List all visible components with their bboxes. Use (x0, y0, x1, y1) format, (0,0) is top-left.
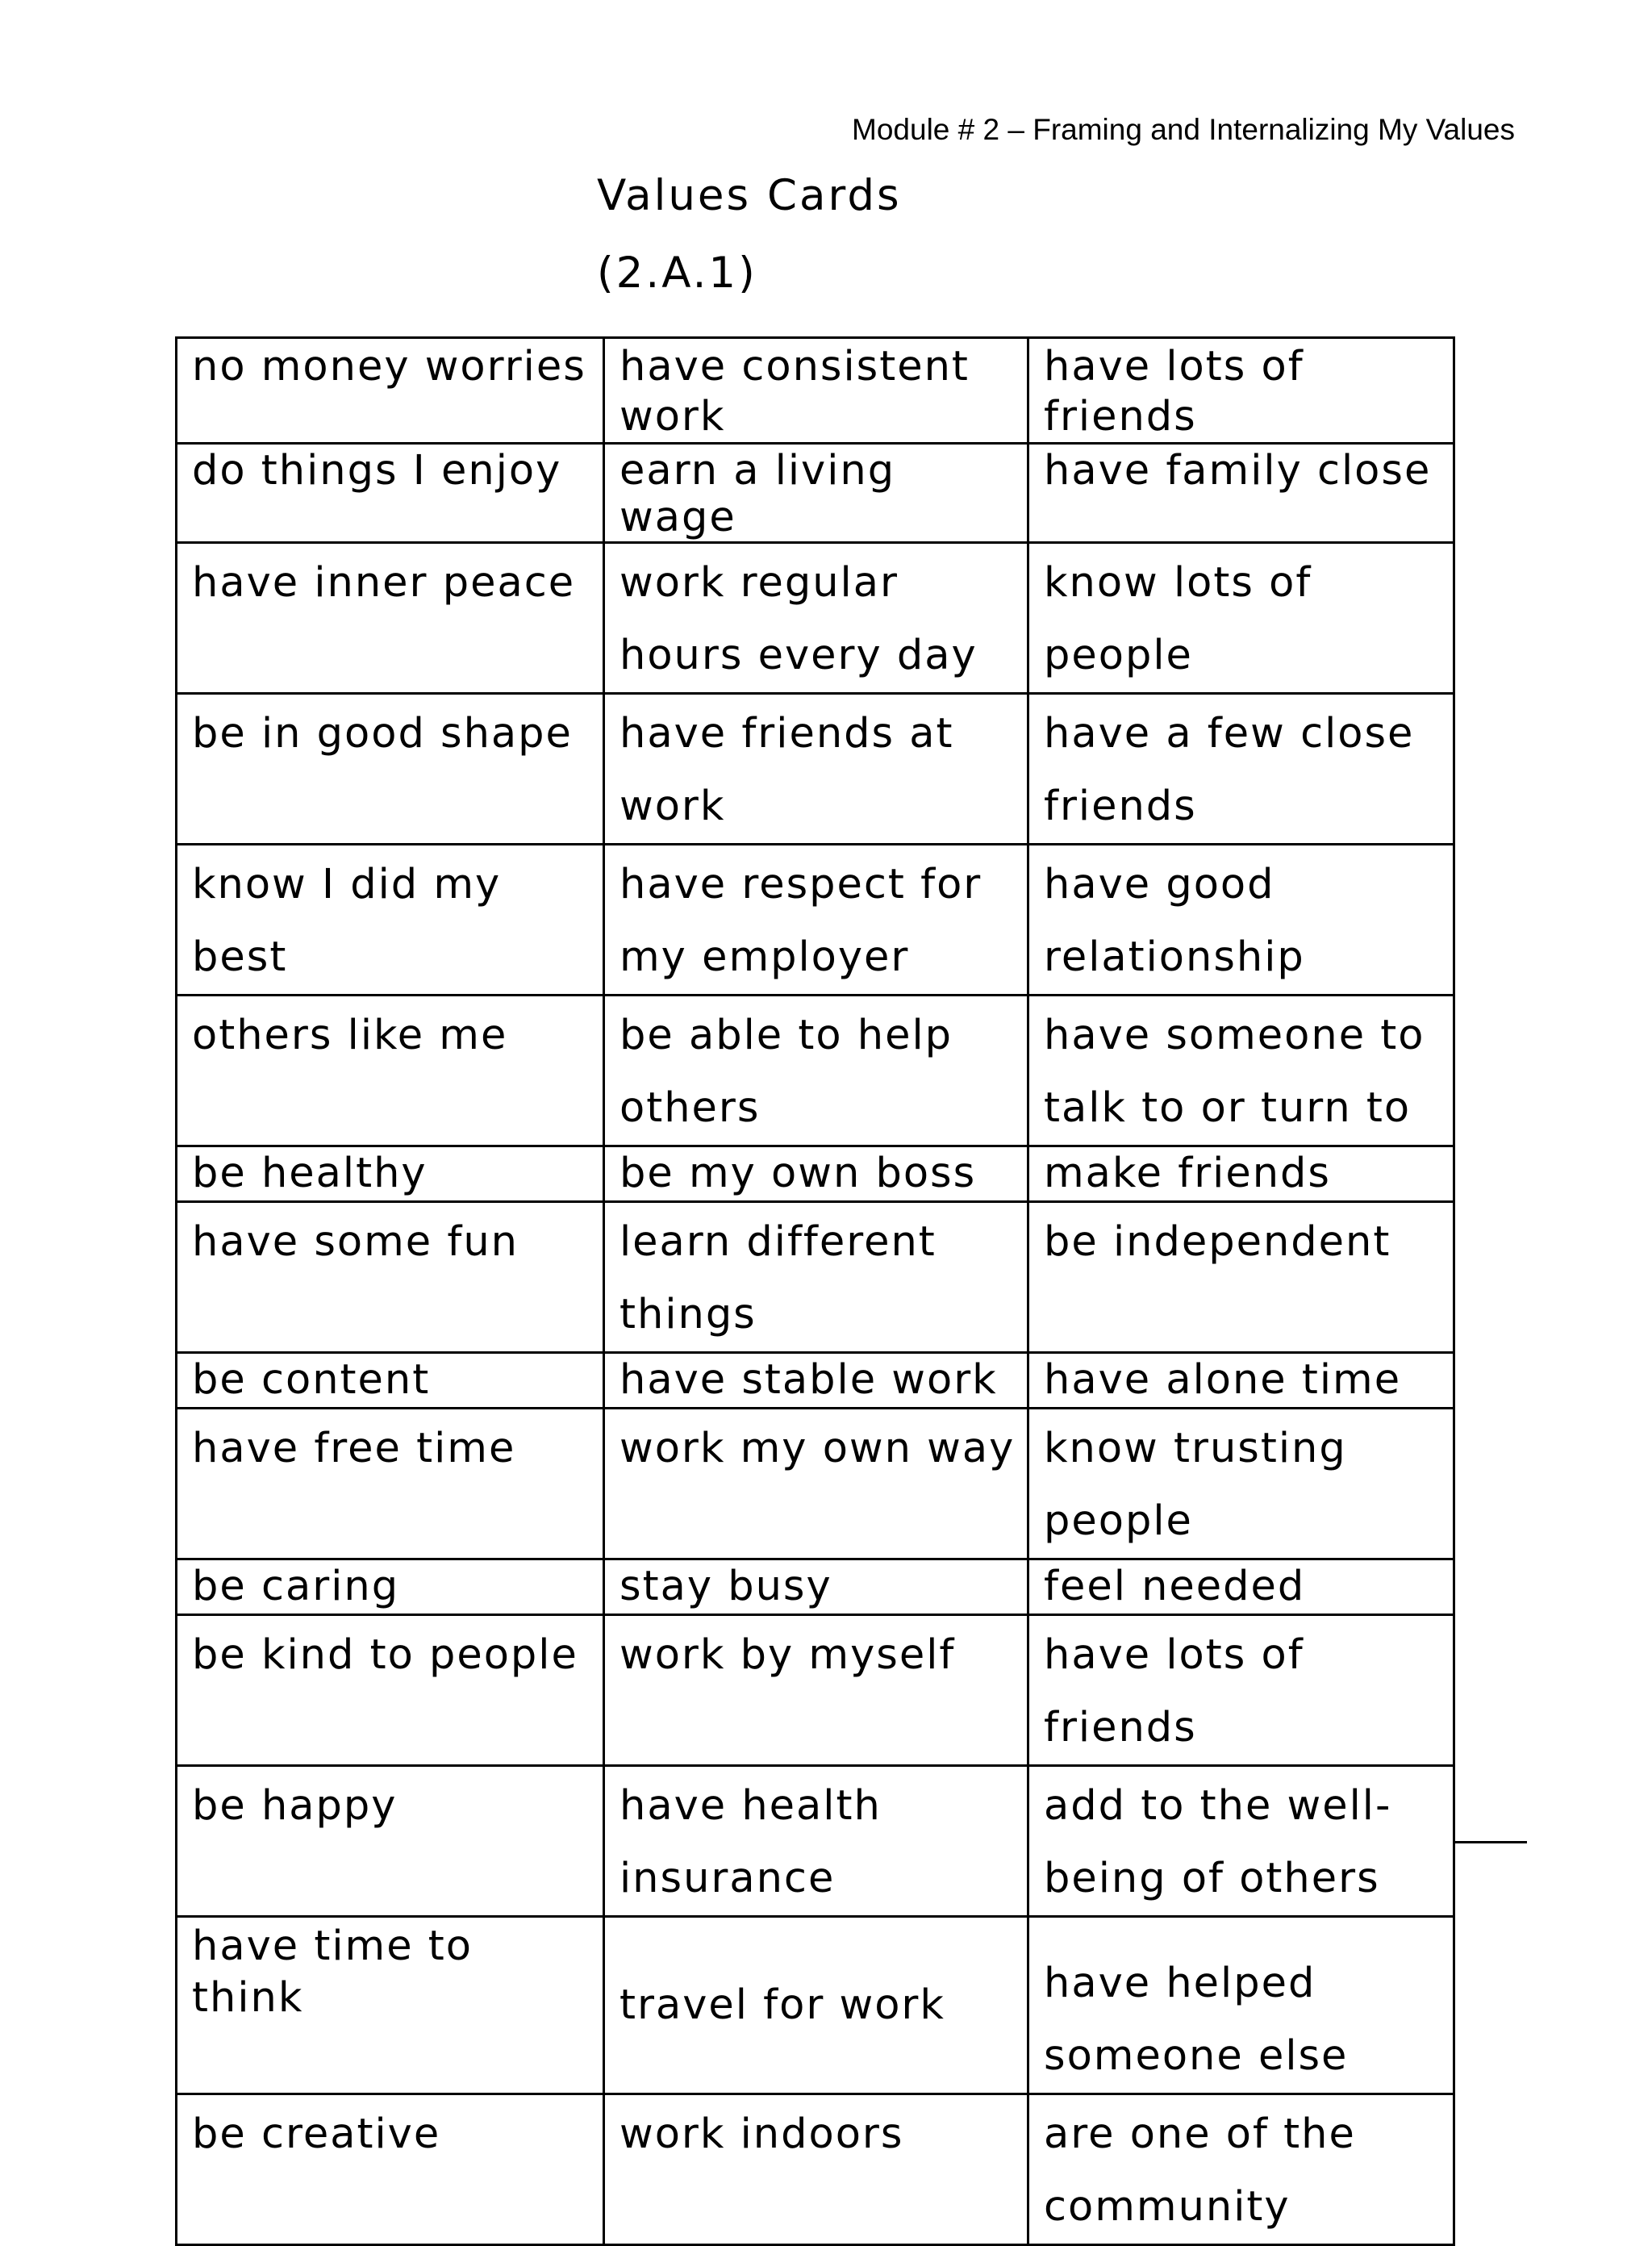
value-card: have alone time (1028, 1353, 1454, 1409)
values-cards-table (175, 336, 1455, 2246)
value-card: have helped someone else (1028, 1917, 1454, 2094)
value-card: know I did my best (177, 845, 604, 996)
value-card: work my own way (604, 1409, 1028, 1559)
document-code: (2.A.1) (597, 248, 757, 298)
table-row (177, 996, 1454, 1146)
value-card: be kind to people (177, 1615, 604, 1766)
value-card: be caring (177, 1559, 604, 1615)
value-card: have good relationship (1028, 845, 1454, 996)
value-card: no money worries (177, 338, 604, 444)
value-card: have friends at work (604, 694, 1028, 845)
value-card: be my own boss (604, 1146, 1028, 1202)
value-card: know lots of people (1028, 543, 1454, 694)
value-card: make friends (1028, 1146, 1454, 1202)
table-row (177, 1615, 1454, 1766)
value-card: others like me (177, 996, 604, 1146)
value-card: have a few close friends (1028, 694, 1454, 845)
value-card: have family close (1028, 444, 1454, 543)
table-row (177, 1766, 1454, 1917)
value-card: do things I enjoy (177, 444, 604, 543)
table-row (177, 1917, 1454, 2094)
value-card: stay busy (604, 1559, 1028, 1615)
page-title: Values Cards (597, 171, 902, 220)
value-card: be healthy (177, 1146, 604, 1202)
value-card: learn different things (604, 1202, 1028, 1353)
table-row (177, 694, 1454, 845)
value-card: work indoors (604, 2094, 1028, 2245)
value-card: add to the well-being of others (1028, 1766, 1454, 1917)
value-card: have lots of friends (1028, 338, 1454, 444)
table-row (177, 1202, 1454, 1353)
value-card: feel needed (1028, 1559, 1454, 1615)
value-card: have lots of friends (1028, 1615, 1454, 1766)
value-card: have inner peace (177, 543, 604, 694)
table-row (177, 2094, 1454, 2245)
value-card: have free time (177, 1409, 604, 1559)
value-card: be independent (1028, 1202, 1454, 1353)
value-card: be creative (177, 2094, 604, 2245)
table-row (177, 1146, 1454, 1202)
table-row (177, 845, 1454, 996)
value-card: be happy (177, 1766, 604, 1917)
value-card: have some fun (177, 1202, 604, 1353)
value-card: have stable work (604, 1353, 1028, 1409)
value-card: know trusting people (1028, 1409, 1454, 1559)
value-card: travel for work (604, 1917, 1028, 2094)
value-card: be in good shape (177, 694, 604, 845)
value-card: be content (177, 1353, 604, 1409)
module-header: Module # 2 – Framing and Internalizing My Values (852, 113, 1515, 146)
value-card: have respect for my employer (604, 845, 1028, 996)
table-row (177, 543, 1454, 694)
value-card: work by myself (604, 1615, 1028, 1766)
value-card: work regular hours every day (604, 543, 1028, 694)
table-row (177, 338, 1454, 444)
value-card: be able to help others (604, 996, 1028, 1146)
value-card: have consistent work (604, 338, 1028, 444)
value-card: have health insurance (604, 1766, 1028, 1917)
table-border-extension (1453, 1841, 1527, 1843)
value-card: earn a living wage (604, 444, 1028, 543)
value-card: have time to think (177, 1917, 604, 2094)
value-card: have someone to talk to or turn to (1028, 996, 1454, 1146)
table-row (177, 1409, 1454, 1559)
table-row (177, 1353, 1454, 1409)
table-row (177, 444, 1454, 543)
value-card: are one of the community (1028, 2094, 1454, 2245)
table-row (177, 1559, 1454, 1615)
